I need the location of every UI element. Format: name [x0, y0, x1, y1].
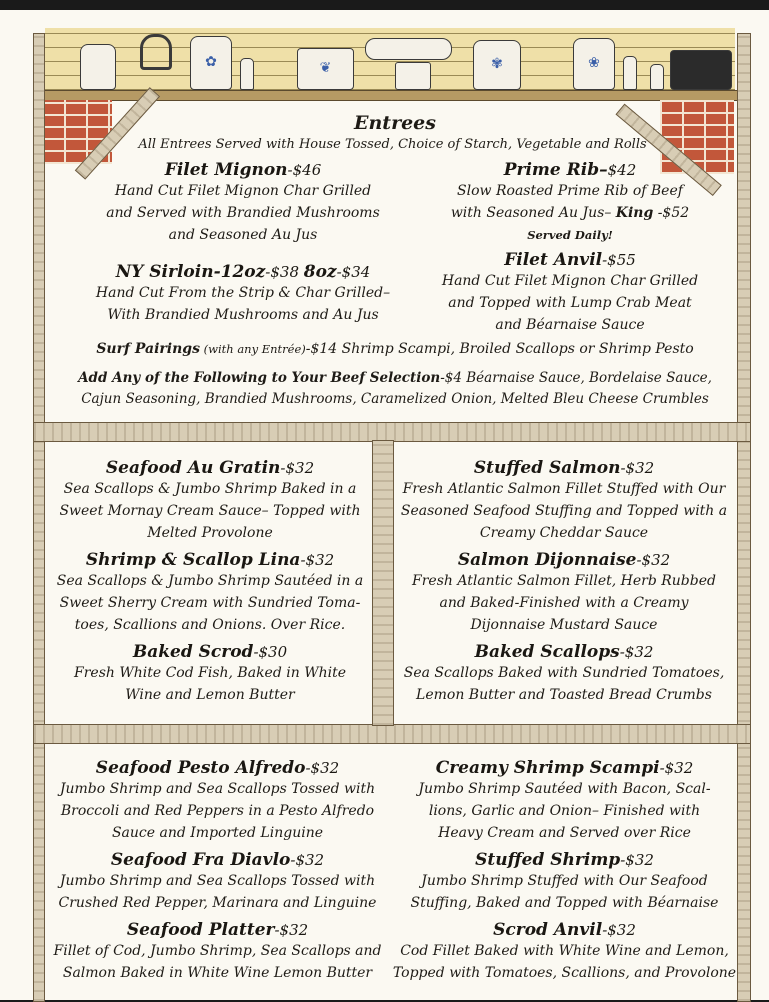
menu-item-seafood-platter: Seafood Platter-$32 Fillet of Cod, Jumbo Shrimp, Sea Scallops and Salmon Baked in White Wine Lemon Butter: [53, 920, 382, 981]
frame-beam: [33, 422, 751, 442]
menu-item-filet-anvil: Filet Anvil-$55 Hand Cut Filet Mignon Char Grilled and Topped with Lump Crab Meat and Béarnaise Sauce: [441, 250, 699, 333]
surf-pairings: Surf Pairings (with any Entrée)-$14 Shrimp Scampi, Broiled Scallops or Shrimp Pesto: [96, 341, 694, 357]
bottle-icon: [240, 58, 254, 90]
pasta-right-column: [392, 758, 737, 984]
frame-post-left: [33, 33, 45, 1002]
crock-icon: ❦: [297, 48, 354, 90]
bottle-icon: [623, 56, 637, 90]
page-subtitle: All Entrees Served with House Tossed, Choice of Starch, Vegetable and Rolls: [138, 137, 647, 152]
rolling-pin-icon: [365, 38, 452, 60]
page-title: Entrees: [354, 112, 436, 134]
sewing-machine-icon: [670, 50, 732, 90]
menu-item-scrod-anvil: Scrod Anvil-$32 Cod Fillet Baked with White Wine and Lemon, Topped with Tomatoes, Scallions, and Provolone: [392, 920, 737, 981]
menu-item-shrimp-scallop-lina: Shrimp & Scallop Lina-$32 Sea Scallops & Jumbo Shrimp Sautéed in a Sweet Sherry Cream with Sundried Toma- toes, Scallions and Onions. Over Rice.: [56, 550, 364, 633]
pasta-left-column: [45, 758, 390, 984]
frame-beam: [33, 724, 751, 744]
frame-post-right: [737, 33, 751, 1002]
shelf-items-illustration: [45, 28, 735, 90]
menu-item-stuffed-shrimp: Stuffed Shrimp-$32 Jumbo Shrimp Stuffed with Our Seafood Stuffing, Baked and Topped with Béarnaise: [410, 850, 719, 911]
beef-addons: Add Any of the Following to Your Beef Selection-$4 Béarnaise Sauce, Bordelaise Sauce, Cajun Seasoning, Brandied Mushrooms, Caramelized Onion, Melted Bleu Cheese Crumbles: [78, 370, 712, 407]
crock-icon: ❀: [573, 38, 615, 90]
frame-post-center: [372, 440, 394, 726]
crock-icon: ✿: [190, 36, 232, 90]
menu-item-seafood-au-gratin: Seafood Au Gratin-$32 Sea Scallops & Jumbo Shrimp Baked in a Sweet Mornay Cream Sauce– Topped with Melted Provolone: [59, 458, 361, 541]
menu-item-seafood-fra-diavlo: Seafood Fra Diavlo-$32 Jumbo Shrimp and Sea Scallops Tossed with Crushed Red Pepper, Marinara and Linguine: [58, 850, 377, 911]
horseshoe-icon: [140, 34, 172, 70]
menu-item-filet-mignon: Filet Mignon-$46 Hand Cut Filet Mignon Char Grilled and Served with Brandied Mushrooms and Seasoned Au Jus: [106, 160, 380, 243]
seafood-left-column: [45, 458, 375, 706]
menu-item-baked-scrod: Baked Scrod-$30 Fresh White Cod Fish, Baked in White Wine and Lemon Butter: [74, 642, 346, 703]
menu-item-baked-scallops: Baked Scallops-$32 Sea Scallops Baked with Sundried Tomatoes, Lemon Butter and Toasted Bread Crumbs: [403, 642, 725, 703]
menu-item-seafood-pesto-alfredo: Seafood Pesto Alfredo-$32 Jumbo Shrimp and Sea Scallops Tossed with Broccoli and Red Peppers in a Pesto Alfredo Sauce and Imported Linguine: [59, 758, 376, 841]
menu-item-salmon-dijonnaise: Salmon Dijonnaise-$32 Fresh Atlantic Salmon Fillet, Herb Rubbed and Baked-Finished with a Creamy Dijonnaise Mustard Sauce: [412, 550, 716, 633]
menu-item-creamy-shrimp-scampi: Creamy Shrimp Scampi-$32 Jumbo Shrimp Sautéed with Bacon, Scal- lions, Garlic and Onion– Finished with Heavy Cream and Served over Rice: [418, 758, 711, 841]
tin-icon: [395, 62, 431, 90]
bottle-icon: [650, 64, 664, 90]
crock-icon: [80, 44, 116, 90]
menu-item-stuffed-salmon: Stuffed Salmon-$32 Fresh Atlantic Salmon Fillet Stuffed with Our Seasoned Seafood Stuffing and Topped with a Creamy Cheddar Sauce: [400, 458, 728, 541]
menu-item-prime-rib: Prime Rib–$42 Slow Roasted Prime Rib of Beef with Seasoned Au Jus– King -$52 Served Daily!: [450, 160, 690, 242]
seafood-right-column: [393, 458, 735, 706]
menu-item-ny-sirloin: NY Sirloin-12oz-$38 8oz-$34 Hand Cut From the Strip & Char Grilled– With Brandied Mushrooms and Au Jus: [95, 262, 391, 323]
crock-icon: ✾: [473, 40, 521, 90]
